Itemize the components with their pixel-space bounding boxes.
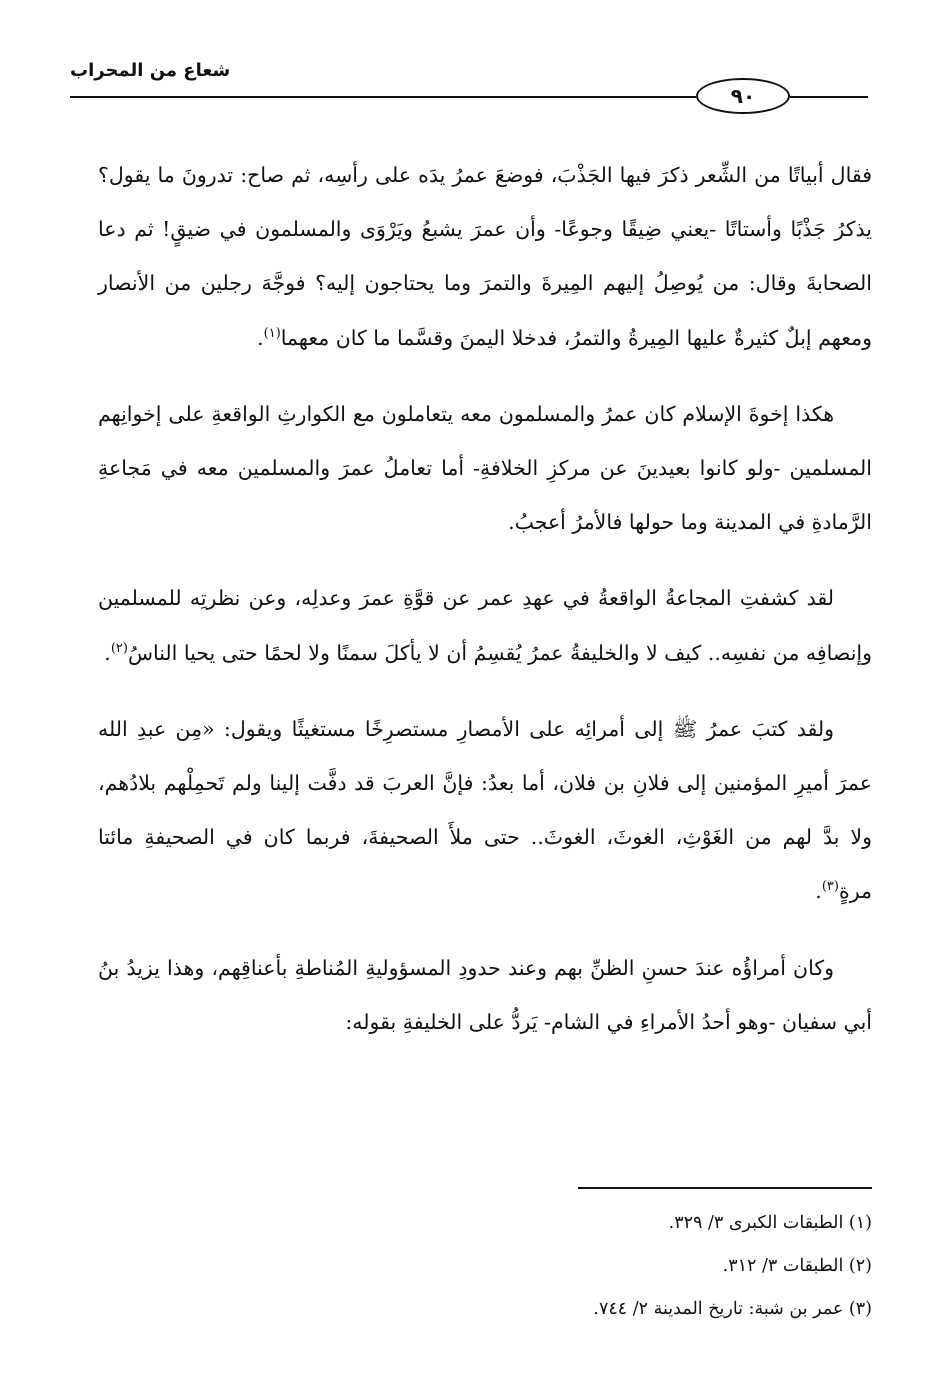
header-rule-right (790, 96, 868, 98)
paragraph-4-text: ولقد كتبَ عمرُ ﷺ إلى أمرائِه على الأمصارِ مستصرِخًا مستغيثًا ويقول: «مِن عبدِ الله عمرَ أميرِ المؤمنين إلى فلانِ بن فلان، أما بعدُ: فإنَّ العربَ قد دفَّت إلينا ولم تَحمِلْهم بلادُهم، ولا بدَّ لهم من الغَوْثِ، الغوثَ، الغوثَ.. حتى ملأَ الصحيفةَ، فربما كان في الصحيفةِ مائتا مرةٍ (98, 716, 872, 904)
footnote-ref-2: (٢) (110, 640, 128, 656)
book-title: شعاع من المحراب (70, 60, 231, 81)
header-rule-left (70, 96, 696, 98)
paragraph-3-end: . (104, 640, 111, 665)
main-text (98, 148, 872, 1071)
paragraph-1-end: . (257, 325, 264, 350)
footnote-ref-3: (٣) (821, 879, 839, 895)
running-header (70, 60, 868, 110)
paragraph-4-end: . (815, 879, 822, 904)
paragraph-2: هكذا إخوةَ الإسلام كان عمرُ والمسلمون معه يتعاملون مع الكوارثِ الواقعةِ على إخوانِهم المسلمين -ولو كانوا بعيدينَ عن مركزِ الخلافةِ- أما تعاملُ عمرَ والمسلمين معه في مَجاعةِ الرَّمادةِ في المدينة وما حولها فالأمرُ أعجبُ. (98, 401, 873, 535)
paragraph-5: وكان أمراؤُه عندَ حسنِ الظنِّ بهم وعند حدودِ المسؤوليةِ المُناطةِ بأعناقِهم، وهذا يزيدُ بنُ أبي سفيان -وهو أحدُ الأمراءِ في الشام- يَردُّ على الخليفةِ بقوله: (98, 955, 872, 1034)
paragraph-3-text: لقد كشفتِ المجاعةُ الواقعةُ في عهدِ عمر عن قوَّةِ عمرَ وعدلِه، وعن نظرتِه للمسلمين وإنصافِه من نفسِه.. كيف لا والخليفةُ عمرُ يُقسِمُ أن لا يأكلَ سمنًا ولا لحمًا حتى يحيا الناسُ (98, 586, 872, 665)
footnote-3: (٣) عمر بن شبة: تاريخ المدينة ٢/ ٧٤٤. (593, 1299, 872, 1319)
paragraph-3 (98, 571, 872, 679)
page-number: ٩٠ (730, 84, 756, 108)
footnote-separator (578, 1187, 872, 1189)
footnote-2: (٢) الطبقات ٣/ ٣١٢. (722, 1256, 872, 1276)
footnote-1: (١) الطبقات الكبرى ٣/ ٣٢٩. (668, 1213, 872, 1233)
footnotes (98, 1202, 872, 1331)
paragraph-4 (98, 702, 872, 919)
paragraph-1 (98, 148, 872, 365)
paragraph-1-text: فقال أبياتًا من الشِّعر ذكرَ فيها الجَذْبَ، فوضعَ عمرُ يدَه على رأسِه، ثم صاح: تدرونَ ما يقول؟ يذكرُ جَذْبًا وأستاتًا -يعني ضِيقًا وجوعًا- وأن عمرَ يشبعُ ويَرْوَى والمسلمون في ضيقٍ! ثم دعا الصحابةَ وقال: من يُوصِلُ إليهم المِيرةَ والتمرَ وما يحتاجون إليه؟ فوجَّهَ رجلين من الأنصار ومعهم إبلٌ كثيرةٌ عليها المِيرةُ والتمرُ، فدخلا اليمنَ وقسَّما ما كان معهما (98, 163, 872, 350)
footnote-ref-1: (١) (263, 325, 281, 341)
page-number-badge (696, 78, 790, 114)
